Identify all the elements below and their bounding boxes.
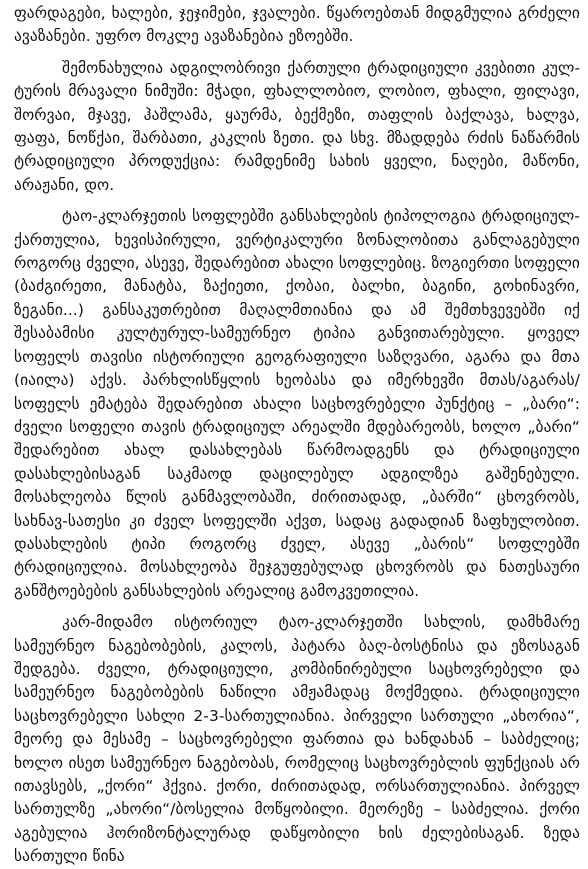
- document-page: [14, 2, 580, 869]
- paragraph-textiles: ფარდაგები, ხალები, ჯეჯიმები, ჯვალები. წყაროებთან მიდგმულია გრძელი ავაზანები. უფრო მოკლე ავაზანებია ეზოებში.: [14, 4, 580, 46]
- paragraph-settlement-typology: ტაო-კლარჯეთის სოფლებში განსახლების ტიპოლოგია ტრადიციულ-ქართულია, ხევისპირული, ვერტიკალური ზონალობითა განლაგებული როგორც ძველი, ასევე, შედარებით ახალი სოფლებიც. ზოგიერთი სოფელი (ბაძგირეთი, მანატბა, ზაქიეთი, ქობაი, ბალხი, ბაგინი, გოხინავრი, ზეგანი...) განსაკუთრებით მაღალმთიანია და ამ შემთხვევებში იქ შესაბამისი კულტურულ-სამეურნეო ტიპია განვითარებული. ყოველ სოფელს თავისი ისტორიული გეოგრაფიული საზღვარი, აგარა და მთა (იაილა) აქვს. პარხლისწყლის ხეობასა და იმერხევში მთას/აგარას/სოფელს ემატება შედარებით ახალი საცხოვრებელი პუნქტიც – „ბარი“: ძველი სოფელი თავის ტრადიციულ არეალში მდებარეობს, ხოლო „ბარი“ შედარებით ახალ დასახლებას წარმოადგენს და ტრადიციული დასახლებისაგან საკმაოდ დაცილებულ ადგილზეა გაშენებული. მოსახლეობა წლის განმავლობაში, ძირითადად, „ბარში“ ცხოვრობს, სახნავ-სათესი კი ძველ სოფელში აქვთ, სადაც გადადიან ზაფხულობით. დასახლების ტიპი როგორც ძველ, ასევე „ბარის“ სოფლებში ტრადიციულია. მოსახლეობა შეჯგუფებულად ცხოვრობს და ნათესაური განშტოებების განსახლების არეალიც გამოკვეთილია.: [14, 207, 580, 600]
- paragraph-food-culture: შემონახულია ადგილობრივი ქართული ტრადიციული კვებითი კულტურის მრავალი ნიმუში: მჭადი, ფხალლობიო, ლობიო, ფხალი, ფილავი, შორვაი, მჯავე, ჰაშლამა, ყაურმა, ბექმეზი, თაფლის ბაქლავა, ხალვა, ფაფა, ნოწქაი, შარბათი, კაკლის ზეთი. და სხვ. მზადდება რძის ნაწარმის ტრადიციული პროდუქცია: რამდენიმე სახის ყველი, ნაღები, მაწონი, არაჟანი, დო.: [14, 58, 580, 194]
- paragraph-homestead: კარ-მიდამო ისტორიულ ტაო-კლარჯეთში სახლის, დამხმარე სამეურნეო ნაგებობების, კალოს, პატარა ბაღ-ბოსტნისა და ეზოსაგან შედგება. ძველი, ტრადიციული, კომბინირებული საცხოვრებელი და სამეურნეო ნაგებობების ნაწილი ამჟამადაც მოქმედია. ტრადიციული საცხოვრებელი სახლი 2-3-სართულიანია. პირველი სართული „ახორია“, მეორე და მესამე – საცხოვრებელი ფართია და ხანდახან – საბძელიც; ხოლო ისეთ სამეურნეო ნაგებობას, რომელიც საცხოვრებლის ფუნქციას არ ითავსებს, „ქორი“ ჰქვია. ქორი, ძირითადად, ორსართულიანია. პირველ სართულზე „ახორი“/ბოსელია მოწყობილი. მეორეზე – საბძელია. ქორი აგებულია ჰორიზონტალურად დაწყობილი ხის ძელებისაგან. ზედა სართული წინა: [14, 613, 580, 866]
